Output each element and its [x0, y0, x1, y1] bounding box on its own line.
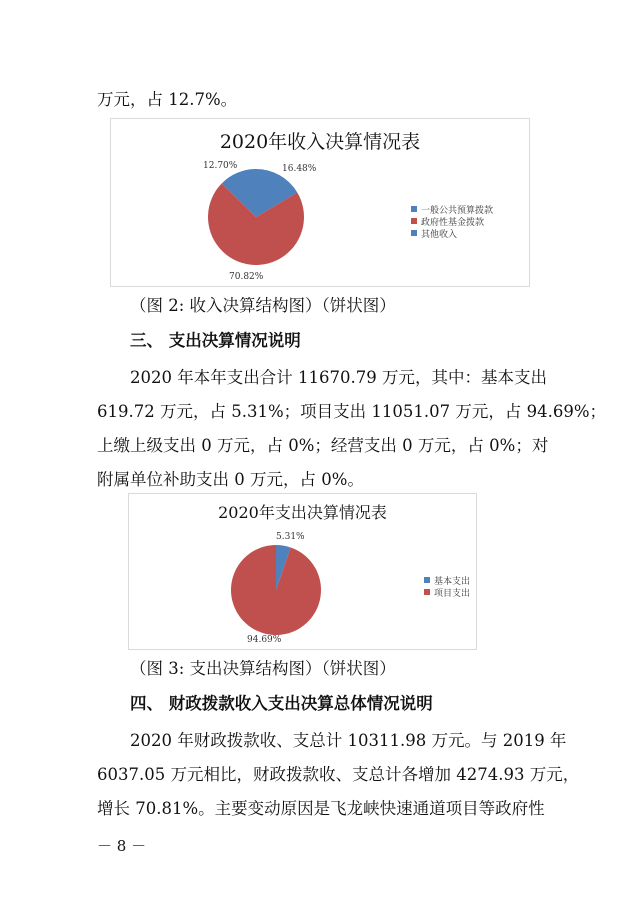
legend-item — [411, 215, 493, 227]
paragraph-line: 2020 年本年支出合计 11670.79 万元，其中：基本支出 — [130, 368, 547, 387]
chart-title: 2020年收入决算情况表 — [219, 131, 421, 153]
paragraph-line: 附属单位补助支出 0 万元，占 0%。 — [97, 470, 364, 489]
legend-swatch — [411, 206, 417, 212]
legend-item — [411, 203, 493, 215]
legend-swatch — [424, 589, 430, 595]
legend-item — [424, 586, 470, 598]
legend-label: 基本支出 — [434, 576, 471, 587]
slice-label-other: 12.70% — [203, 161, 238, 171]
legend-swatch — [411, 230, 417, 236]
paragraph-line: 619.72 万元，占 5.31%；项目支出 11051.07 万元，占 94.69%； — [97, 402, 607, 421]
legend-label: 政府性基金拨款 — [421, 217, 485, 228]
paragraph-line: 增长 70.81%。主要变动原因是飞龙峡快速通道项目等政府性 — [97, 799, 545, 818]
legend-label: 项目支出 — [434, 588, 471, 599]
section-heading: 三、 支出决算情况说明 — [130, 331, 301, 350]
expense-pie-chart — [128, 493, 477, 650]
legend-label: 其他收入 — [421, 229, 458, 240]
paragraph-line: 6037.05 万元相比，财政拨款收、支总计各增加 4274.93 万元， — [97, 765, 580, 784]
page-number: － 8 － — [97, 837, 147, 855]
paragraph-line: 上缴上级支出 0 万元，占 0%；经营支出 0 万元，占 0%；对 — [97, 436, 549, 455]
paragraph-line: 2020 年财政拨款收、支总计 10311.98 万元。与 2019 年 — [130, 731, 567, 750]
income-pie-chart — [110, 118, 530, 287]
text-line: 万元，占 12.7%。 — [97, 90, 238, 109]
figure-caption: （图 3: 支出决算结构图）（饼状图） — [130, 659, 396, 678]
chart-legend — [411, 203, 493, 239]
slice-label-fund: 70.82% — [229, 272, 264, 282]
slice-label-general: 16.48% — [282, 164, 317, 174]
section-heading: 四、 财政拨款收入支出决算总体情况说明 — [130, 694, 433, 713]
slice-label-project: 94.69% — [247, 635, 282, 645]
legend-label: 一般公共预算拨款 — [421, 205, 494, 216]
legend-swatch — [411, 218, 417, 224]
legend-item — [411, 227, 493, 239]
chart-title: 2020年支出决算情况表 — [218, 503, 387, 522]
legend-swatch — [424, 577, 430, 583]
chart-legend — [424, 574, 470, 598]
legend-item — [424, 574, 470, 586]
slice-label-basic: 5.31% — [276, 532, 305, 542]
pie-slice — [231, 545, 321, 635]
figure-caption: （图 2: 收入决算结构图）（饼状图） — [130, 296, 396, 315]
